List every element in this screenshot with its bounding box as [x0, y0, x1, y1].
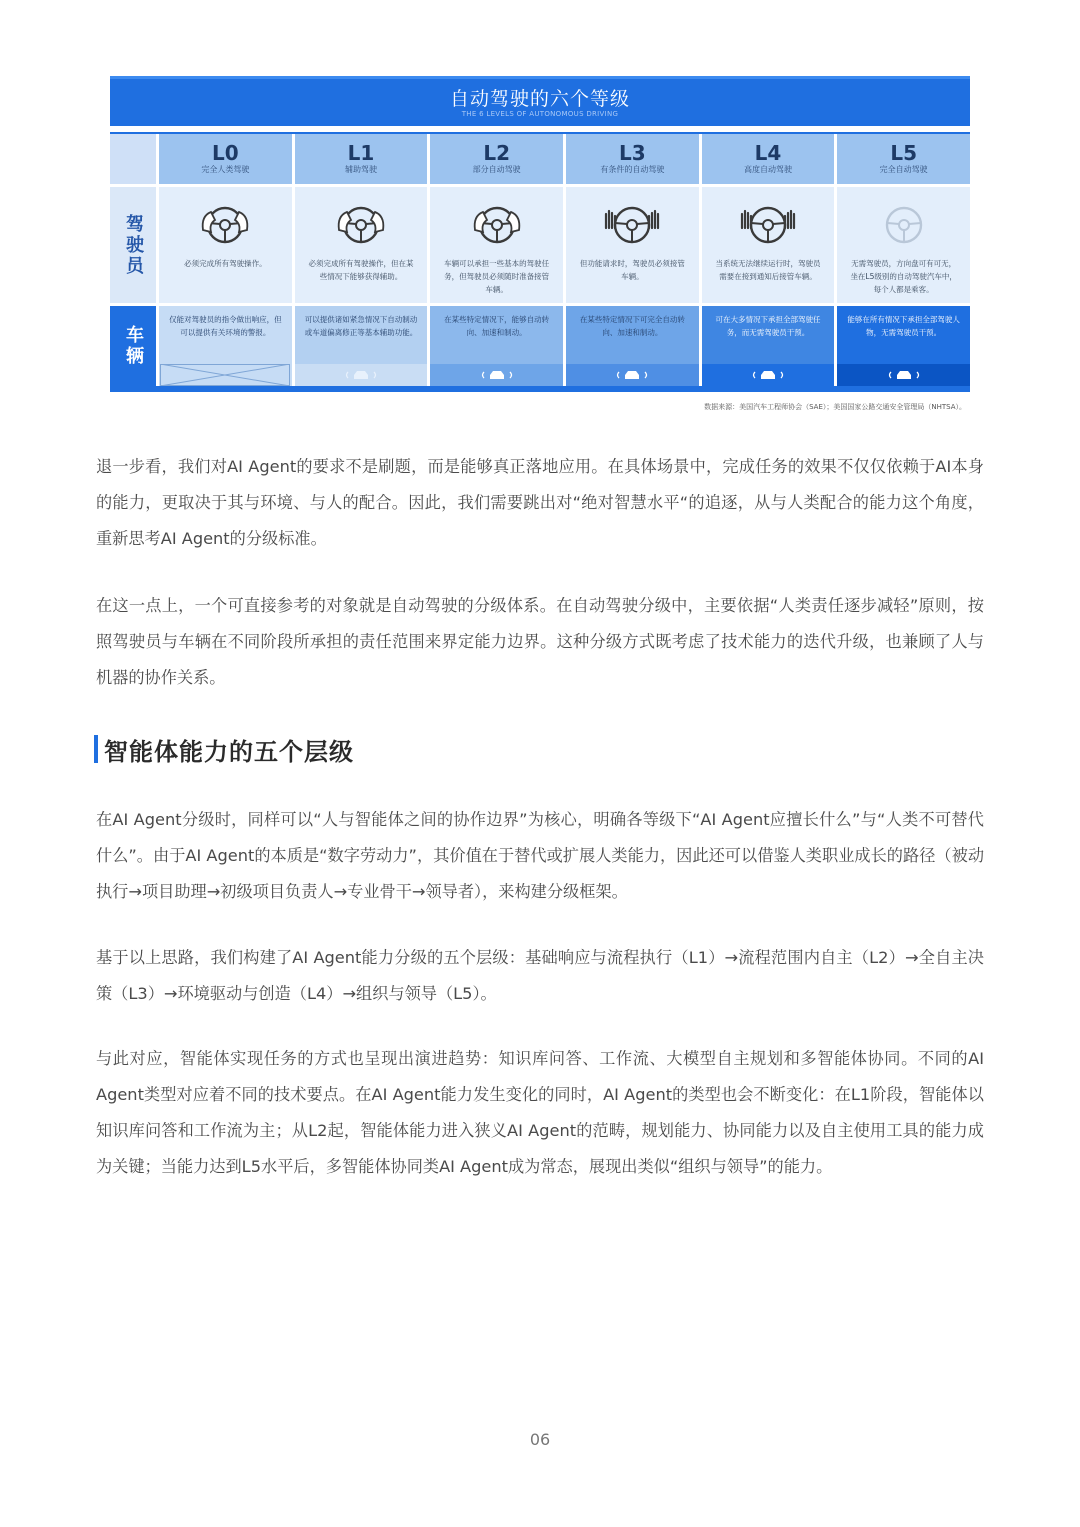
level-header-l5 [837, 134, 970, 184]
row-label-vehicle: 车辆 [110, 306, 156, 386]
driver-description: 必须完成所有驾驶操作。 [184, 259, 267, 268]
vehicle-cell-l2 [430, 306, 563, 386]
paragraph-3: 在AI Agent分级时，同样可以“人与智能体之间的协作边界”为核心，明确各等级下“AI Agent应擅长什么”与“人类不可替代什么”。由于AI Agent的本质是“数字劳动力”，其价值在于替代或扩展人类能力，因此还可以借鉴人类职业成长的路径（被动执行→项目助理→初级项目负责人→专业骨干→领导者），来构建分级框架。 [96, 810, 984, 901]
level-header-l2 [430, 134, 563, 184]
section-title: 智能体能力的五个层级 [104, 737, 354, 766]
driver-description: 无需驾驶员，方向盘可有可无，坐在L5级别的自动驾驶汽车中，每个人都是乘客。 [850, 259, 957, 294]
car-icon [566, 364, 699, 386]
driver-description: 车辆可以承担一些基本的驾驶任务，但驾驶员必须随时准备接管车辆。 [444, 259, 550, 294]
vehicle-description: 可以提供诸如紧急情况下自动制动或车道偏离修正等基本辅助功能。 [304, 315, 418, 337]
vehicle-description: 可在大多情况下承担全部驾驶任务，而无需驾驶员干预。 [715, 315, 821, 337]
vehicle-cell-l3 [566, 306, 699, 386]
level-code: L0 [211, 141, 239, 165]
level-code: L2 [483, 141, 510, 165]
level-name: 完全自动驾驶 [879, 165, 928, 174]
levels-figure [110, 76, 970, 412]
level-header-l1 [295, 134, 428, 184]
section-marker [94, 735, 98, 763]
paragraph-5: 与此对应，智能体实现任务的方式也呈现出演进趋势：知识库问答、工作流、大模型自主规划和多智能体协同。不同的AI Agent类型对应着不同的技术要点。在AI Agent能力发生变化的同时，AI Agent的类型也会不断变化：在L1阶段，智能体以知识库问答和工作流为主；从L2起，智能体能力进入狭义AI Agent的范畴，规划能力、协同能力以及自主使用工具的能力成为关键；当能力达到L5水平后，多智能体协同类AI Agent成为常态，展现出类似“组织与领导”的能力。 [96, 1049, 984, 1176]
vehicle-cross-mark [159, 364, 292, 386]
vehicle-cell-l4 [702, 306, 835, 386]
levels-grid [110, 134, 970, 386]
driver-cell-l2 [430, 187, 563, 303]
level-name: 高度自动驾驶 [743, 165, 792, 174]
figure-source: 数据来源：美国汽车工程师协会（SAE）；美国国家公路交通安全管理局（NHTSA）。 [704, 403, 966, 411]
driver-cell-l5 [837, 187, 970, 303]
steering-wheel-icon [702, 187, 835, 255]
level-name: 有条件的自动驾驶 [600, 165, 665, 174]
vehicle-cell-l0 [159, 306, 292, 386]
vehicle-cell-l5 [837, 306, 970, 386]
car-icon [295, 364, 428, 386]
paragraph-1: 退一步看，我们对AI Agent的要求不是刷题，而是能够真正落地应用。在具体场景中，完成任务的效果不仅仅依赖于AI本身的能力，更取决于其与环境、与人的配合。因此，我们需要跳出对“绝对智慧水平“的追逐，从与人类配合的能力这个角度，重新思考AI Agent的分级标准。 [96, 457, 984, 548]
steering-wheel-icon [159, 187, 292, 255]
car-icon [837, 364, 970, 386]
paragraph-4: 基于以上思路，我们构建了AI Agent能力分级的五个层级：基础响应与流程执行（L1）→流程范围内自主（L2）→全自主决策（L3）→环境驱动与创造（L4）→组织与领导（L5）。 [96, 948, 984, 1003]
driver-description: 当系统无法继续运行时，驾驶员需要在接到通知后接管车辆。 [715, 259, 821, 281]
figure-header [110, 76, 970, 126]
row-label-driver: 驾驶员 [110, 187, 156, 303]
level-name: 完全人类驾驶 [201, 165, 250, 174]
steering-wheel-icon [566, 187, 699, 255]
steering-wheel-icon [295, 187, 428, 255]
level-code: L5 [890, 141, 917, 165]
section-heading [94, 732, 354, 766]
level-name: 辅助驾驶 [344, 165, 377, 174]
page-number: 06 [529, 1430, 551, 1449]
driver-cell-l3 [566, 187, 699, 303]
driver-description: 但功能请求时，驾驶员必须接管车辆。 [579, 259, 685, 281]
level-header-l3 [566, 134, 699, 184]
vehicle-description: 在某些特定情况下可完全自动转向、加速和制动。 [579, 315, 685, 337]
grid-corner [110, 134, 156, 184]
vehicle-description: 仅能对驾驶员的指令做出响应，但可以提供有关环境的警报。 [169, 315, 282, 337]
steering-wheel-icon [837, 187, 970, 255]
driver-cell-l1 [295, 187, 428, 303]
steering-wheel-icon [430, 187, 563, 255]
driver-description: 必须完成所有驾驶操作，但在某些情况下能够获得辅助。 [308, 259, 414, 281]
figure-subtitle: THE 6 LEVELS OF AUTONOMOUS DRIVING [461, 110, 619, 118]
vehicle-cell-l1 [295, 306, 428, 386]
car-icon [430, 364, 563, 386]
car-icon [702, 364, 835, 386]
vehicle-description: 能够在所有情况下承担全部驾驶人物，无需驾驶员干预。 [847, 315, 960, 337]
driver-cell-l0 [159, 187, 292, 303]
vehicle-description: 在某些特定情况下，能够自动转向、加速和制动。 [444, 315, 550, 337]
level-code: L1 [347, 141, 375, 165]
level-header-l4 [702, 134, 835, 184]
driver-cell-l4 [702, 187, 835, 303]
level-code: L3 [618, 141, 646, 165]
level-name: 部分自动驾驶 [472, 165, 521, 174]
figure-title: 自动驾驶的六个等级 [449, 88, 630, 110]
level-code: L4 [754, 141, 782, 165]
level-header-l0 [159, 134, 292, 184]
paragraph-2: 在这一点上，一个可直接参考的对象就是自动驾驶的分级体系。在自动驾驶分级中，主要依据“人类责任逐步减轻”原则，按照驾驶员与车辆在不同阶段所承担的责任范围来界定能力边界。这种分级方式既考虑了技术能力的迭代升级，也兼顾了人与机器的协作关系。 [96, 596, 984, 687]
